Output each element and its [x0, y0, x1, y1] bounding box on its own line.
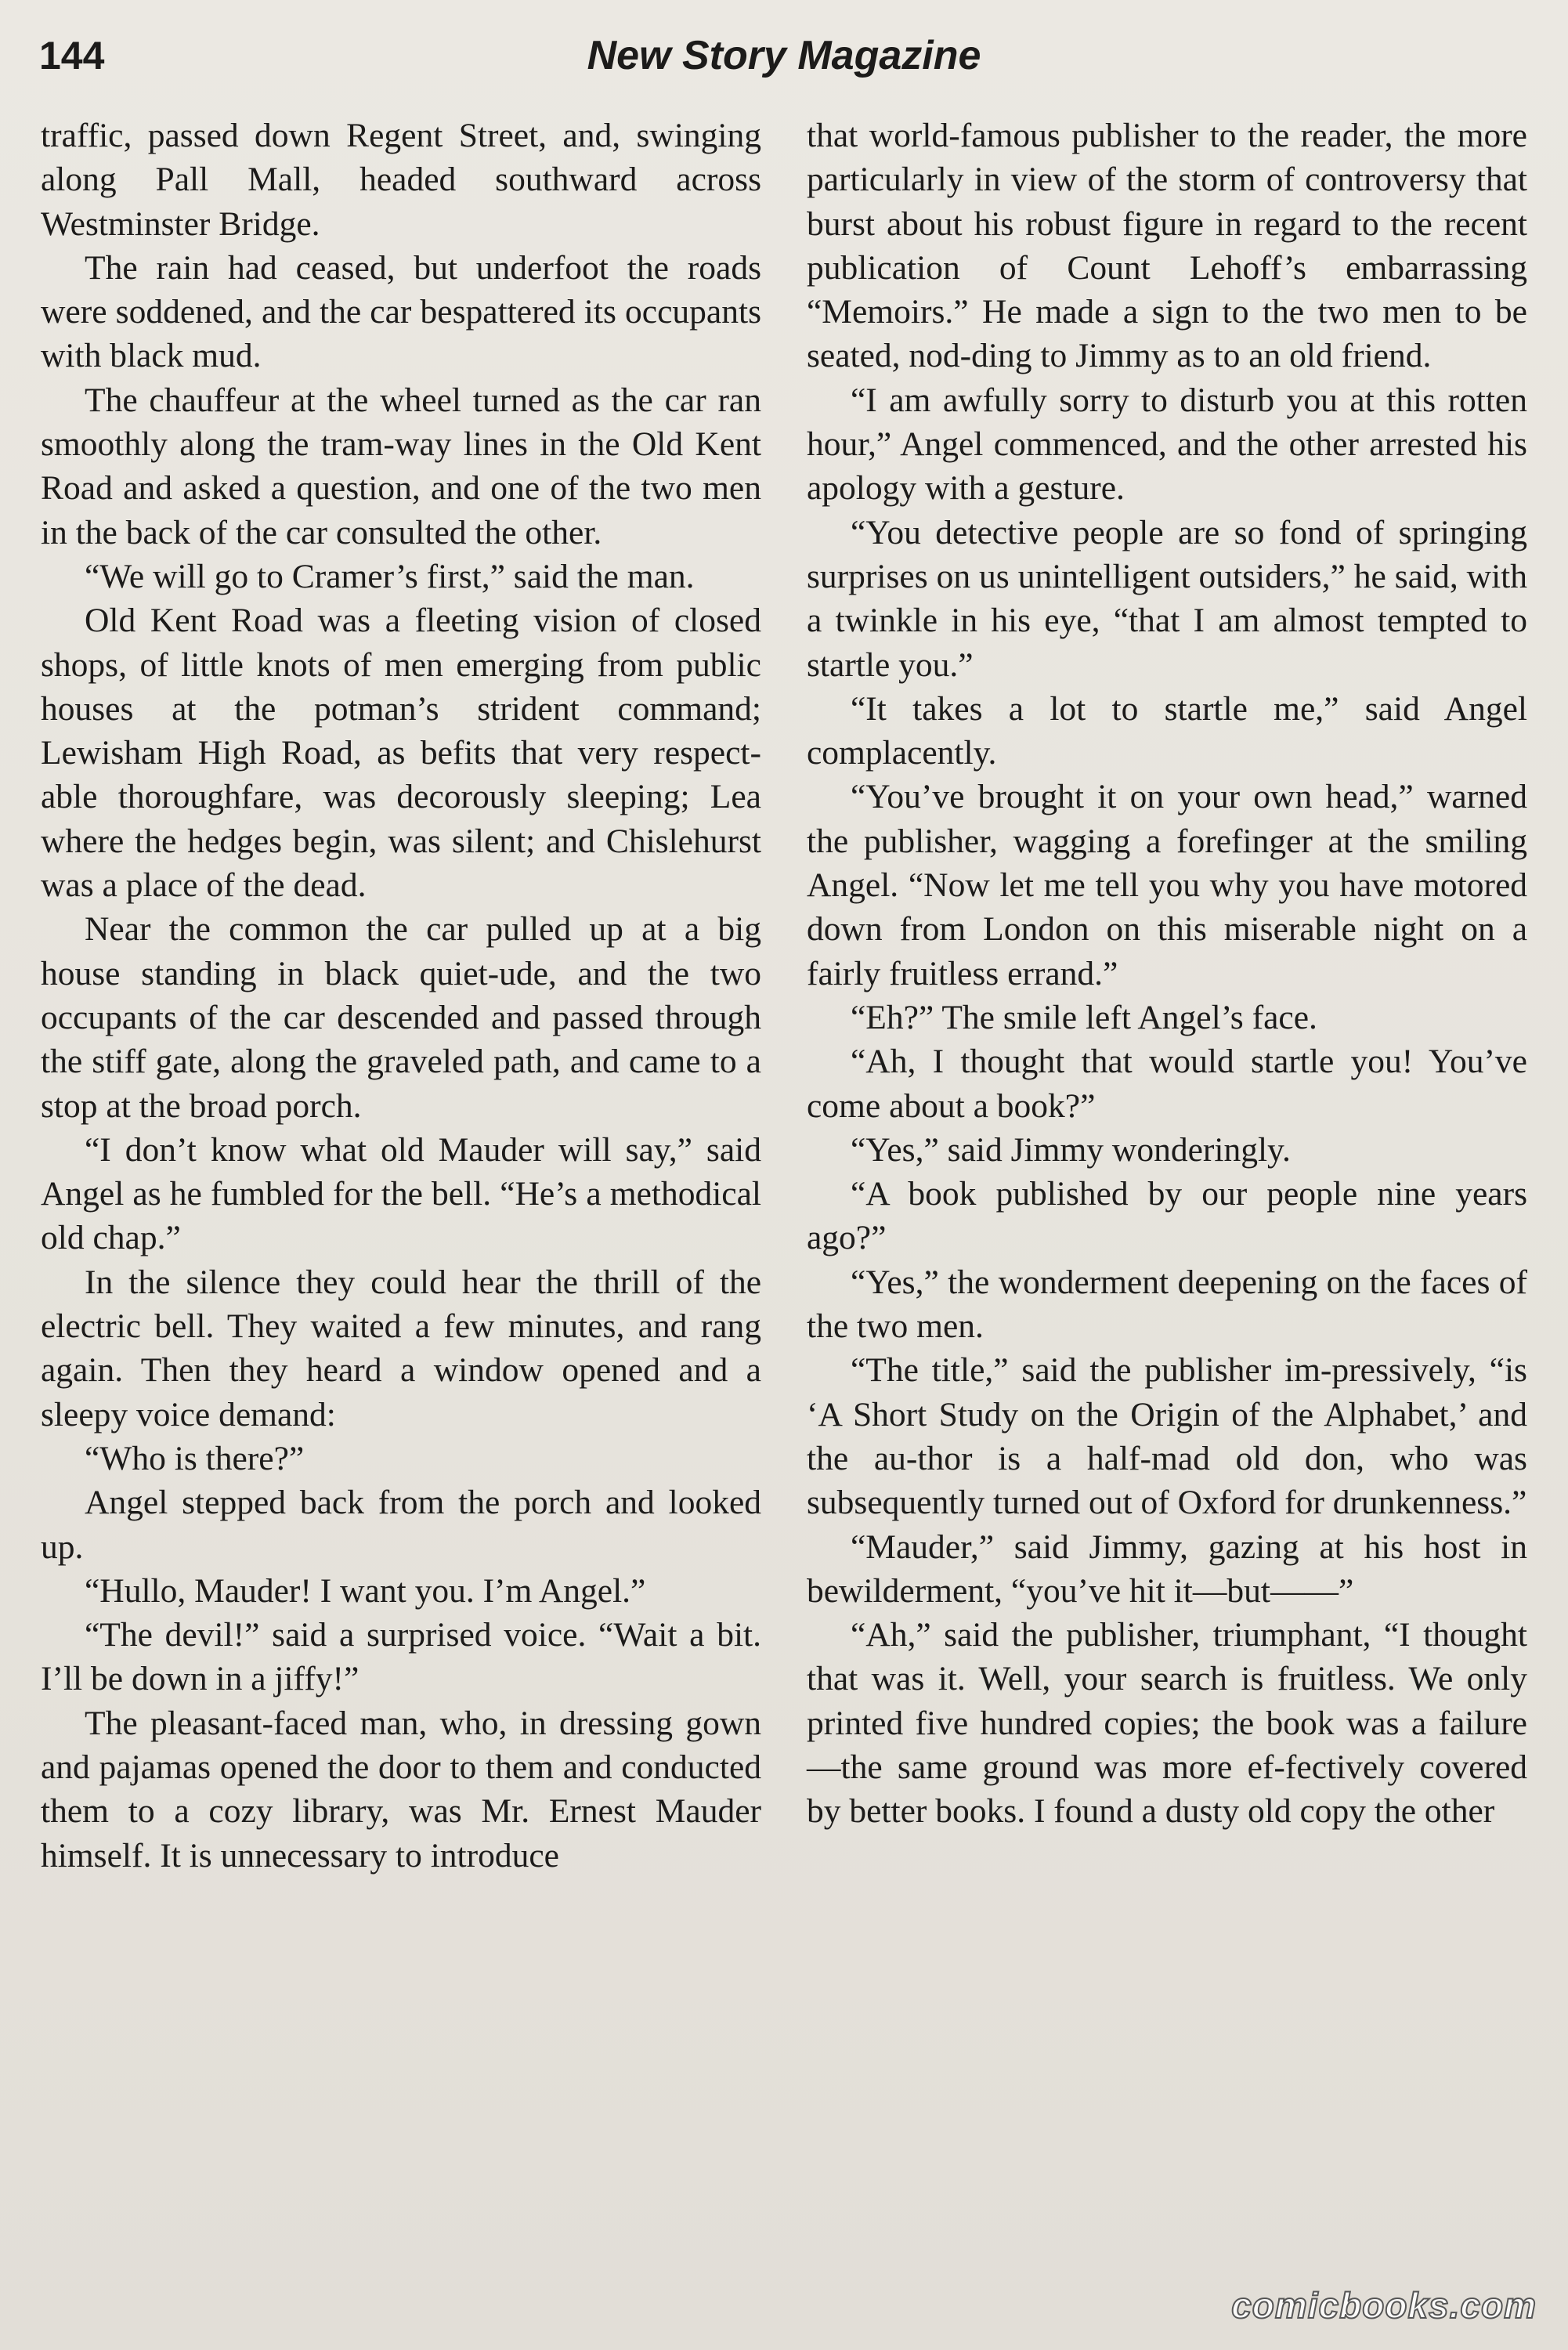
paragraph: “Yes,” said Jimmy wonderingly. [851, 1130, 1291, 1169]
paragraph: “I am awfully sorry to disturb you at this rotten hour,” Angel commenced, and the other arrested his apology with a gesture. [807, 381, 1527, 508]
paragraph: Angel stepped back from the porch and looked up. [41, 1484, 761, 1566]
paragraph: “You detective people are so fond of springing surprises on us unintelligent outsiders,” he said, with a twinkle in his eye, “that I am almost tempted to startle you.” [807, 513, 1527, 684]
paragraph: In the silence they could hear the thrill of the electric bell. They waited a few minutes, and rang again. Then they heard a window opened and a sleepy voice demand: [41, 1263, 761, 1434]
watermark-logo: comicbooks.com [1231, 2285, 1537, 2326]
paragraph: “It takes a lot to startle me,” said Angel complacently. [807, 689, 1527, 772]
paragraph: The pleasant-faced man, who, in dressing gown and pajamas opened the door to them and conducted them to a cozy library, was Mr. Ernest Mauder himself. It is unnecessary to introduce [41, 1704, 761, 1875]
paragraph: “The title,” said the publisher im-pressively, “is ‘A Short Study on the Origin of the Alphabet,’ and the au-thor is a half-mad old don, who was subsequently turned out of Oxford for drunkenness.” [807, 1351, 1527, 1522]
paragraph: “Hullo, Mauder! I want you. I’m Angel.” [85, 1571, 646, 1610]
right-text-column [807, 114, 1527, 1834]
paragraph: The chauffeur at the wheel turned as the car ran smoothly along the tram-way lines in the Old Kent Road and asked a question, and one of the two men in the back of the car consulted the other. [41, 381, 761, 551]
paragraph: Near the common the car pulled up at a big house standing in black quiet-ude, and the two occupants of the car descended and passed through the stiff gate, along the graveled path, and came to a stop at the broad porch. [41, 910, 761, 1125]
paragraph: traffic, passed down Regent Street, and, swinging along Pall Mall, headed southward across Westminster Bridge. [41, 117, 761, 243]
paragraph: “I don’t know what old Mauder will say,” said Angel as he fumbled for the bell. “He’s a methodical old chap.” [41, 1130, 761, 1257]
magazine-title: New Story Magazine [587, 33, 981, 78]
paragraph: that world-famous publisher to the reader, the more particularly in view of the storm of controversy that burst about his robust figure in regard to the recent publication of Count Lehoff’s embarrassing “Memoirs.” He made a sign to the two men to be seated, nod-ding to Jimmy as to an old friend. [807, 117, 1527, 375]
paragraph: “Who is there?” [85, 1439, 305, 1477]
paragraph: The rain had ceased, but underfoot the roads were soddened, and the car bespattered its occupants with black mud. [41, 248, 761, 375]
paragraph: “Eh?” The smile left Angel’s face. [851, 998, 1317, 1036]
paragraph: Old Kent Road was a fleeting vision of closed shops, of little knots of men emerging from public houses at the potman’s strident command; Lewisham High Road, as befits that very respect-able thoroughfare, was decorously sleeping; Lea where the hedges begin, was silent; and Chislehurst was a place of the dead. [41, 602, 761, 905]
paragraph: “We will go to Cramer’s first,” said the man. [85, 557, 695, 595]
left-text-column [41, 114, 761, 1878]
paragraph: “Mauder,” said Jimmy, gazing at his host in bewilderment, “you’ve hit it—but——” [807, 1528, 1527, 1610]
paragraph: “A book published by our people nine years ago?” [807, 1175, 1527, 1257]
paragraph: “Ah, I thought that would startle you! You’ve come about a book?” [807, 1043, 1527, 1125]
paragraph: “You’ve brought it on your own head,” warned the publisher, wagging a forefinger at the smiling Angel. “Now let me tell you why you have motored down from London on this miserable night on a fairly fruitless errand.” [807, 778, 1527, 992]
page-header [39, 28, 1529, 83]
paragraph: “The devil!” said a surprised voice. “Wait a bit. I’ll be down in a jiffy!” [41, 1616, 761, 1698]
paragraph: “Ah,” said the publisher, triumphant, “I thought that was it. Well, your search is fruitless. We only printed five hundred copies; the book was a failure—the same ground was more ef-fectively covered by better books. I found a dusty old copy the other [807, 1616, 1527, 1831]
page-number: 144 [39, 34, 105, 78]
paragraph: “Yes,” the wonderment deepening on the faces of the two men. [807, 1263, 1527, 1346]
